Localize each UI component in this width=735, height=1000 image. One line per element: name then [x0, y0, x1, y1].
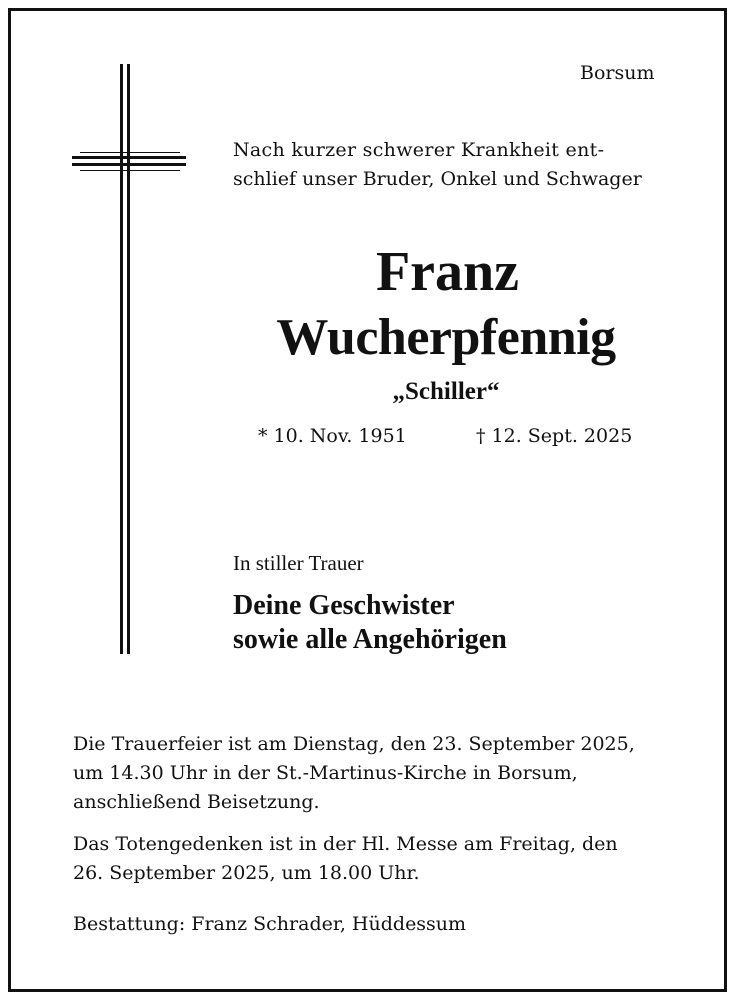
mourners-line-2: sowie alle Angehörigen — [233, 624, 507, 655]
memorial-line-2: 26. September 2025, um 18.00 Uhr. — [73, 862, 420, 884]
cross-icon — [70, 64, 190, 654]
deceased-nickname: „Schiller“ — [392, 378, 500, 405]
service-paragraph — [73, 730, 635, 817]
birth-date: * 10. Nov. 1951 — [258, 425, 407, 447]
memorial-paragraph — [73, 830, 618, 888]
deceased-first-name: Franz — [375, 241, 520, 303]
service-line-1: Die Trauerfeier ist am Dienstag, den 23. September 2025, — [73, 733, 635, 755]
death-date: † 12. Sept. 2025 — [476, 425, 633, 447]
memorial-line-1: Das Totengedenken ist in der Hl. Messe am Freitag, den — [73, 833, 618, 855]
mourning-intro: In stiller Trauer — [233, 551, 364, 575]
service-line-2: um 14.30 Uhr in der St.-Martinus-Kirche in Borsum, — [73, 762, 578, 784]
service-line-3: anschließend Beisetzung. — [73, 791, 320, 813]
intro-line-2: schlief unser Bruder, Onkel und Schwager — [233, 168, 642, 190]
deceased-last-name: Wucherpfennig — [276, 309, 616, 366]
mourners-line-1: Deine Geschwister — [233, 590, 455, 621]
place-name: Borsum — [580, 62, 655, 84]
funeral-home: Bestattung: Franz Schrader, Hüddessum — [73, 913, 467, 935]
mourners-list — [233, 589, 507, 657]
intro-line-1: Nach kurzer schwerer Krankheit ent- — [233, 139, 605, 161]
intro-text — [233, 136, 642, 194]
